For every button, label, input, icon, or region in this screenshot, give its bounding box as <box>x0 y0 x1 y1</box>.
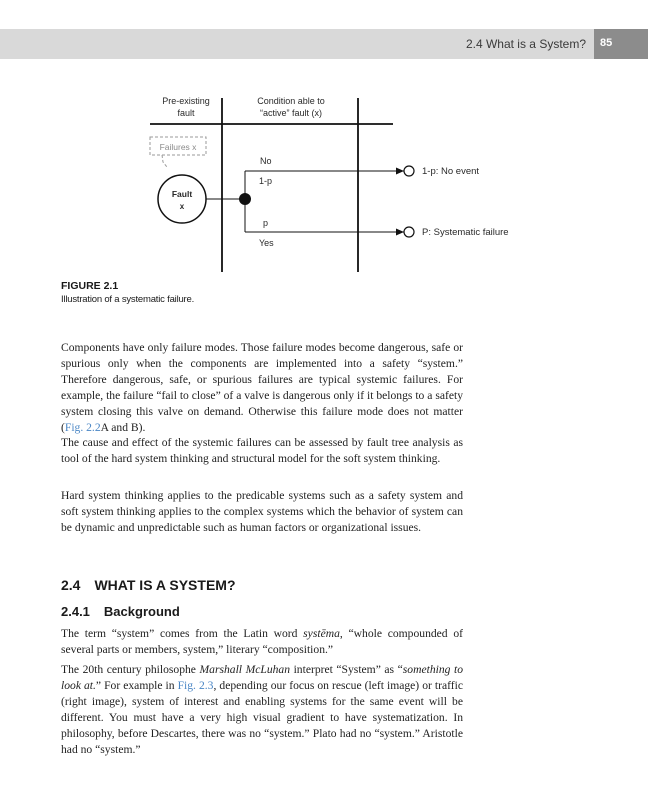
arrow-lower <box>396 229 404 236</box>
subsection-title-text: Background <box>103 604 180 619</box>
branch-label-p: p <box>263 218 269 228</box>
term-latin-word: systēma <box>303 627 340 640</box>
mcluhan-a: The 20th century philosophe <box>61 663 200 676</box>
paragraph-fault-tree: The cause and effect of the systemic failures can be assessed by fault tree analysis as tool of the hard system thinking and structural model for the soft system thinking. <box>61 436 463 465</box>
subsection-number: 2.4.1 <box>61 604 90 619</box>
branch-node <box>239 193 251 205</box>
section-number: 2.4 <box>61 577 81 593</box>
fault-node-label: Fault <box>171 189 193 199</box>
heading-condition-line2: “active” fault (x) <box>259 108 323 118</box>
branch-label-no: No <box>260 156 272 166</box>
page-number: 85 <box>600 37 613 49</box>
mcluhan-name: Marshall McLuhan <box>199 663 291 676</box>
running-head-title: 2.4 What is a System? <box>465 37 586 51</box>
systematic-failure-figure <box>0 0 648 280</box>
fig-2-3-link[interactable]: Fig. 2.3 <box>177 679 214 692</box>
figure-caption-label: FIGURE 2.1 <box>61 280 119 292</box>
branch-label-yes: Yes <box>259 238 274 248</box>
mcluhan-quote: something to look at. <box>61 663 463 692</box>
mcluhan-b: interpret “System” as “ <box>290 663 403 676</box>
mcluhan-c: ” For example in <box>95 679 178 692</box>
branch-label-1p: 1-p <box>259 176 273 186</box>
fault-node-circle <box>158 175 206 223</box>
paragraph-failure-modes-text: Components have only failure modes. Those failure modes become dangerous, safe or spurious only when the components are implemented into a safety “system.” Therefore dangerous, safe, or spurious failures are typical systemic failures. For example, the failure “fail to close” of a valve is dangerous only if it belongs to a safety system closing this valve on demand. Otherwise this failure mode does not matter ( <box>61 341 463 434</box>
subsection-heading <box>61 604 180 619</box>
mcluhan-d: , depending our focus on rescue (left image) or traffic (right image), system of interest and enabling systems for the same event will be different. You must have a very high visual gradient to have systematization. In philosophy, before Descartes, there was no “system.” Plato had no “system.” Aristotle had no “system.” <box>61 679 463 756</box>
heading-preexisting-line2: fault <box>177 108 195 118</box>
arrow-upper <box>396 168 404 175</box>
outcome-systematic-failure: P: Systematic failure <box>422 227 509 238</box>
figure-caption-text: Illustration of a systematic failure. <box>61 294 195 305</box>
callout-pointer <box>162 155 167 167</box>
section-heading <box>61 577 236 593</box>
term-system-b: , “whole compounded of several parts or members, system,” literary “composition.” <box>61 627 463 656</box>
paragraph-failure-modes <box>61 340 463 436</box>
paragraph-term-system <box>61 626 463 658</box>
section-title-text: WHAT IS A SYSTEM? <box>94 577 236 593</box>
fault-node-var: x <box>179 202 185 211</box>
failures-label: Failures x <box>159 142 197 152</box>
paragraph-mcluhan <box>61 662 463 758</box>
heading-condition-line1: Condition able to <box>257 96 325 106</box>
paragraph-failure-modes-end: A and B). <box>100 421 146 434</box>
end-node-no-event <box>404 166 414 176</box>
term-system-a: The term “system” comes from the Latin word <box>61 627 304 640</box>
paragraph-hard-soft: Hard system thinking applies to the predicable systems such as a safety system and soft system thinking applies to the complex systems which the behavior of system can be dynamic and unpredictable such as human factors or organizational issues. <box>61 489 463 534</box>
end-node-systematic <box>404 227 414 237</box>
outcome-no-event: 1-p: No event <box>422 166 480 177</box>
heading-preexisting-line1: Pre-existing <box>162 96 210 106</box>
fig-2-2-link[interactable]: Fig. 2.2 <box>64 421 101 434</box>
